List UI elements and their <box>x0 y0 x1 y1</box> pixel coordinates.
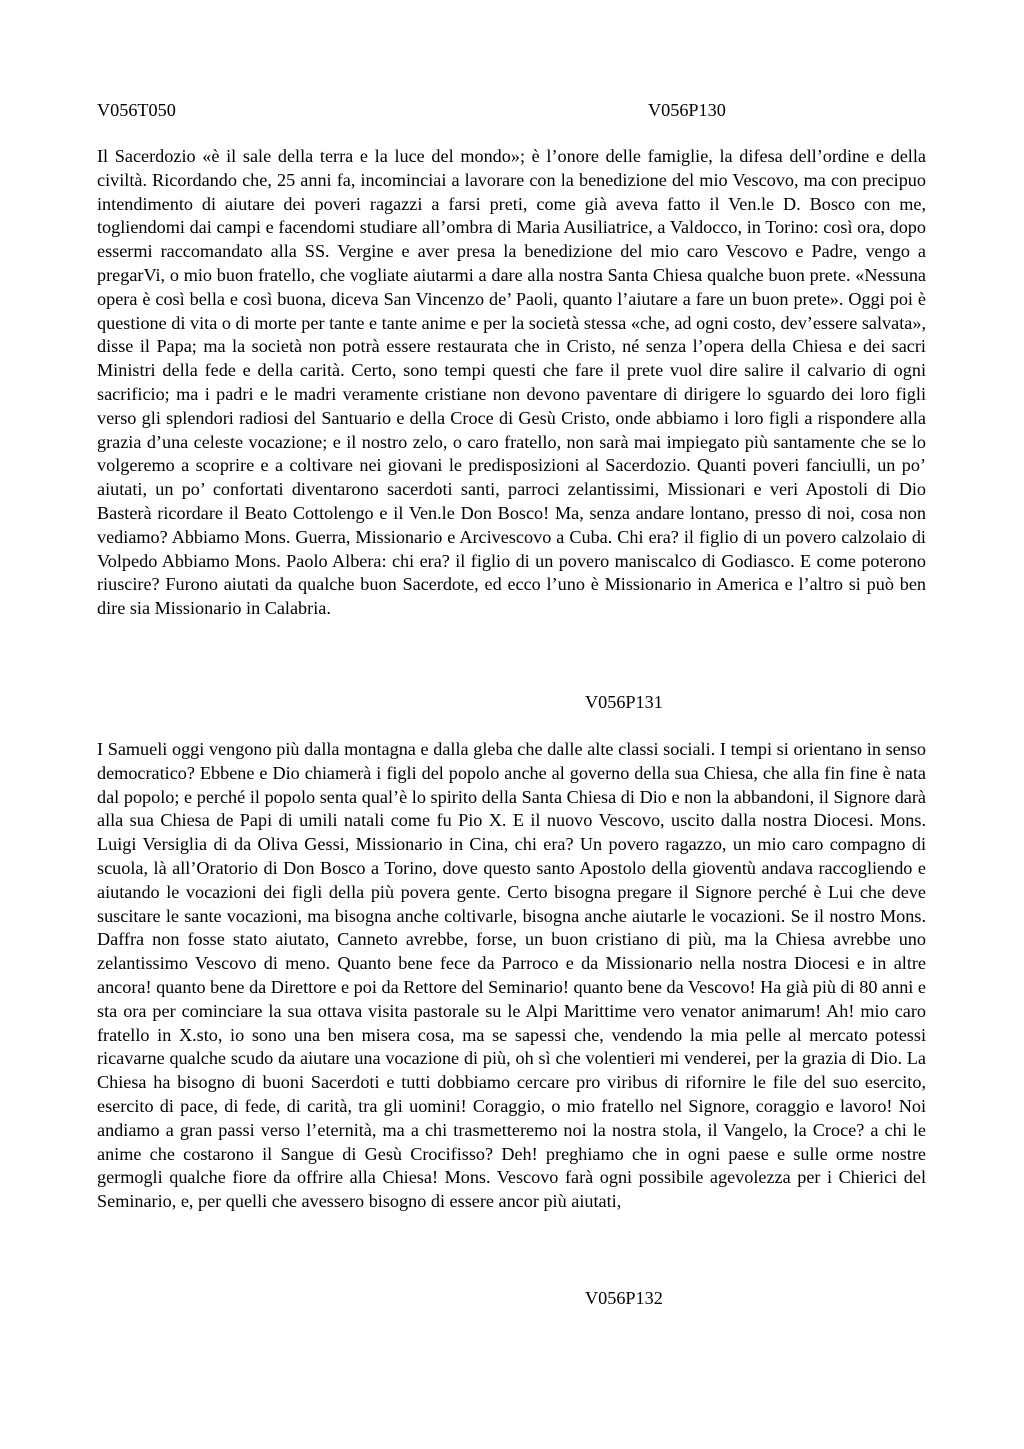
page-code-header: V056P130 <box>648 100 726 120</box>
body-paragraph-1: Il Sacerdozio «è il sale della terra e la luce del mondo»; è l’onore delle famiglie, la difesa dell’ordine e della civiltà. Ricordando che, 25 anni fa, incominciai a lavorare con la benedizione del mio Vescovo, ma con precipuo intendimento di aiutare dei poveri ragazzi a farsi preti, come già aveva fatto il Ven.le D. Bosco con me, togliendomi dai campi e facendomi studiare all’ombra di Maria Ausiliatrice, a Valdocco, in Torino: così ora, dopo essermi raccomandato alla SS. Vergine e aver presa la benedizione del mio caro Vescovo e Padre, vengo a pregarVi, o mio buon fratello, che vogliate aiutarmi a dare alla nostra Santa Chiesa qualche buon prete. «Nessuna opera è così bella e così buona, diceva San Vincenzo de’ Paoli, quanto l’aiutare a fare un buon prete». Oggi poi è questione di vita o di morte per tante e tante anime e per la società stessa «che, ad ogni costo, dev’essere salvata», disse il Papa; ma la società non potrà essere restaurata che in Cristo, né senza l’opera della Chiesa e dei sacri Ministri della fede e della carità. Certo, sono tempi questi che fare il prete vuol dire salire il calvario di ogni sacrificio; ma i padri e le madri veramente cristiane non devono paventare di dirigere lo sguardo dei loro figli verso gli splendori radiosi del Santuario e della Croce di Gesù Cristo, onde abbiamo i loro figli a rispondere alla grazia d’una celeste vocazione; e il nostro zelo, o caro fratello, non sarà mai impiegato più santamente che se lo volgeremo a scoprire e a coltivare nei giovani le predisposizioni al Sacerdozio. Quanti poveri fanciulli, un po’ aiutati, un po’ confortati diventarono sacerdoti santi, parroci zelantissimi, Missionari e veri Apostoli di Dio Basterà ricordare il Beato Cottolengo e il Ven.le Don Bosco! Ma, senza andare lontano, presso di noi, cosa non vediamo? Abbiamo Mons. Guerra, Missionario e Arcivescovo a Cuba. Chi era? il figlio di un povero calzolaio di Volpedo Abbiamo Mons. Paolo Albera: chi era? il figlio di un povero maniscalco di Godiasco. E come poterono riuscire? Furono aiutati da qualche buon Sacerdote, ed ecco l’uno è Missionario in America e l’altro si può ben dire sia Missionario in Calabria. <box>97 146 926 619</box>
body-paragraph-2: I Samueli oggi vengono più dalla montagna e dalla gleba che dalle alte classi sociali. I tempi si orientano in senso democratico? Ebbene e Dio chiamerà i figli del popolo anche al governo della sua Chiesa, che alla fin fine è nata dal popolo; e perché il popolo senta qual’è lo spirito della Santa Chiesa di Dio e non la abbandoni, il Signore darà alla sua Chiesa de Papi di umili natali come fu Pio X. E il nuovo Vescovo, uscito dalla nostra Diocesi. Mons. Luigi Versiglia di da Oliva Gessi, Missionario in Cina, chi era? Un povero ragazzo, un mio caro compagno di scuola, là all’Oratorio di Don Bosco a Torino, dove questo santo Apostolo della gioventù andava raccogliendo e aiutando le vocazioni dei figli della più povera gente. Certo bisogna pregare il Signore perché è Lui che deve suscitare le sante vocazioni, ma bisogna anche coltivarle, bisogna anche aiutarle le vocazioni. Se il nostro Mons. Daffra non fosse stato aiutato, Canneto avrebbe, forse, un buon cristiano di più, ma la Chiesa avrebbe uno zelantissimo Vescovo di meno. Quanto bene fece da Parroco e da Missionario nella nostra Diocesi e in altre ancora! quanto bene da Direttore e poi da Rettore del Seminario! quanto bene da Vescovo! Ha già più di 80 anni e sta ora per cominciare la sua ottava visita pastorale su le Alpi Marittime vero venator animarum! Ah! mio caro fratello in X.sto, io sono una ben misera cosa, ma se sapessi che, vendendo la mia pelle al mercato potessi ricavarne qualche scudo da aiutare una vocazione di più, oh sì che volentieri mi venderei, per la grazia di Dio. La Chiesa ha bisogno di buoni Sacerdoti e tutti dobbiamo cercare pro viribus di rifornire le file del suo esercito, esercito di pace, di fede, di carità, tra gli uomini! Coraggio, o mio fratello nel Signore, coraggio e lavoro! Noi andiamo a gran passi verso l’eternità, ma a chi trasmetteremo noi la nostra stola, il Vangelo, la Croce? a chi le anime che costarono il Sangue di Gesù Crocifisso? Deh! preghiamo che in ogni paese e sulle orme nostre germogli qualche fiore da offrire alla Chiesa! Mons. Vescovo farà ogni possibile agevolezza per i Chierici del Seminario, e, per quelli che avessero bisogno di essere ancor più aiutati, <box>97 739 926 1212</box>
page-marker-131: V056P131 <box>585 692 663 712</box>
page-marker-132: V056P132 <box>585 1288 663 1308</box>
document-code-left: V056T050 <box>97 100 176 120</box>
